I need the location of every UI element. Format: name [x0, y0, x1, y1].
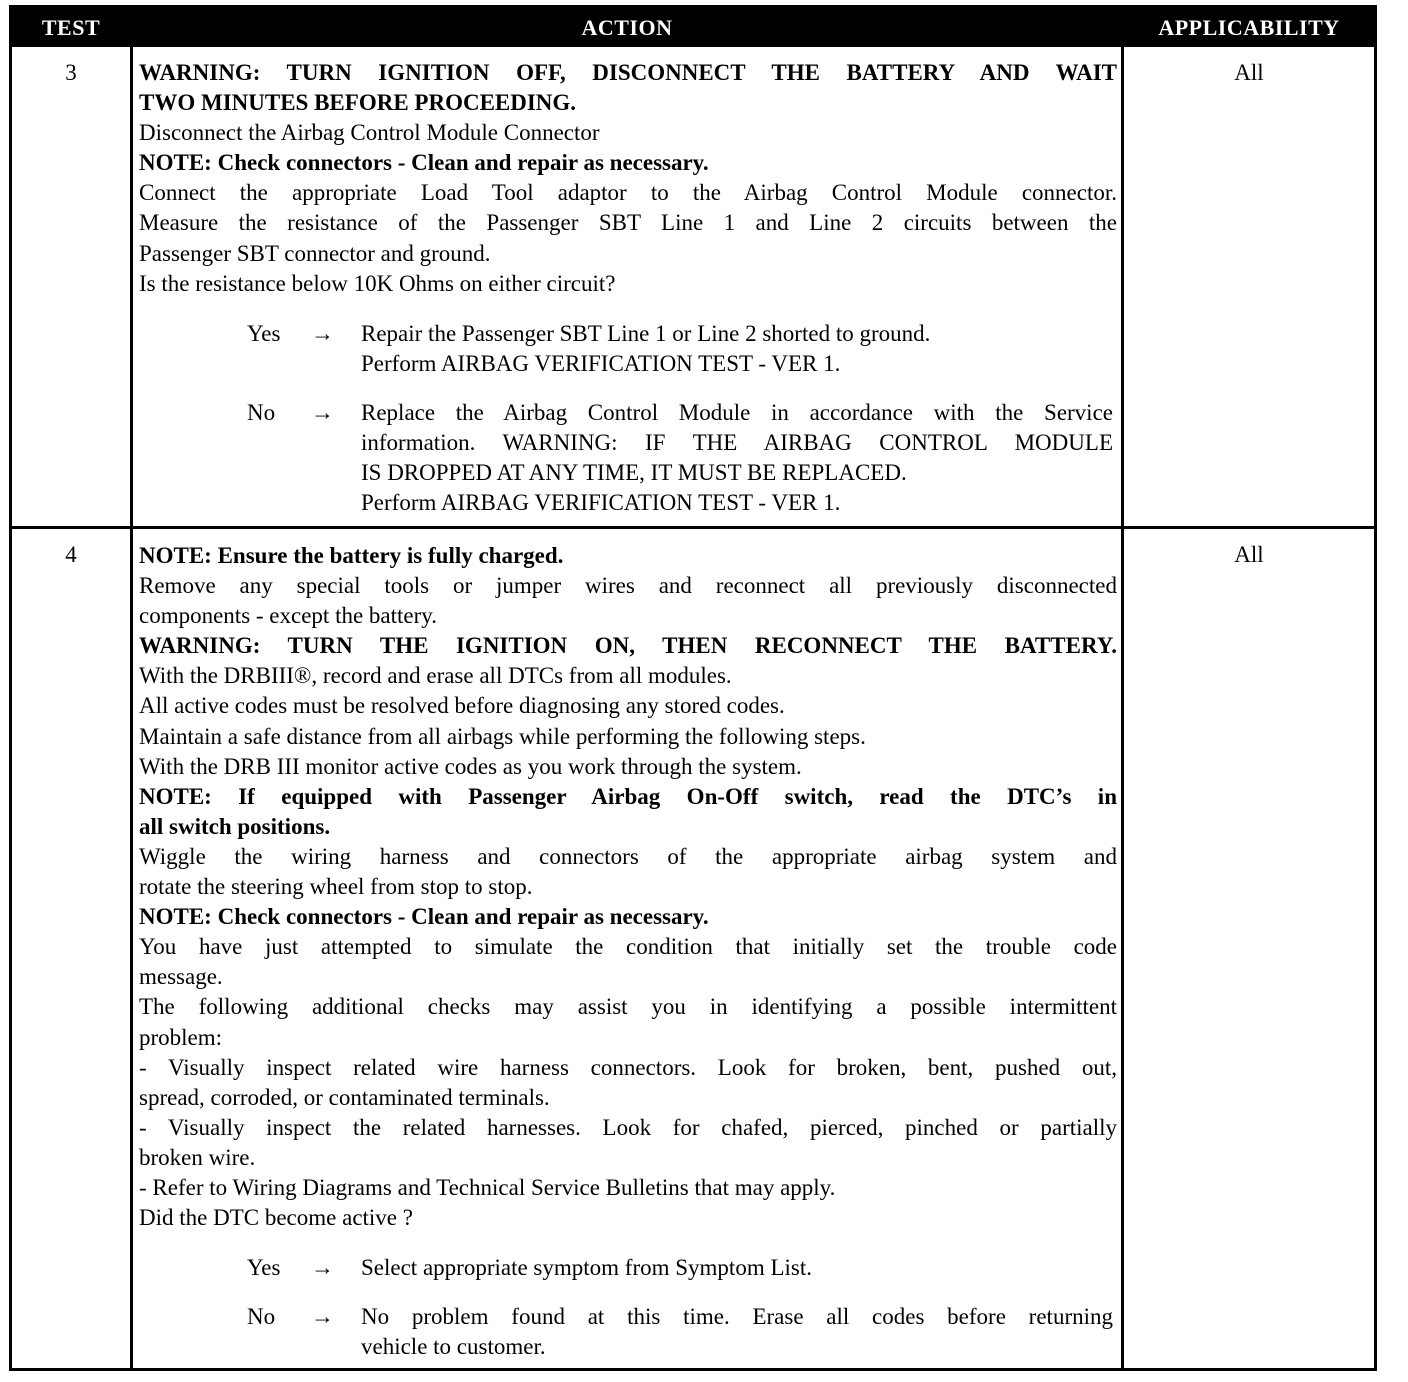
- header-test: TEST: [41, 15, 101, 40]
- response-yes: [247, 319, 1117, 381]
- response-text: [361, 398, 1113, 518]
- instruction-line: Remove any special tools or jumper wires and reconnect all previously disconnected: [139, 573, 1117, 599]
- note-text: NOTE: If equipped with Passenger Airbag On-Off switch, read the DTC’s in: [139, 783, 1117, 809]
- response-label: No: [247, 400, 276, 425]
- response-line: Select appropriate symptom from Symptom List.: [361, 1255, 812, 1280]
- instruction-line: Wiggle the wiring harness and connectors of the appropriate airbag system and: [139, 843, 1117, 869]
- instruction-line: With the DRB III monitor active codes as you work through the system.: [139, 753, 802, 779]
- response-yes: [247, 1253, 1117, 1285]
- instruction-line: - Visually inspect related wire harness connectors. Look for broken, bent, pushed out,: [139, 1054, 1117, 1080]
- header-applicability: APPLICABILITY: [1158, 15, 1340, 40]
- instruction-line: You have just attempted to simulate the condition that initially set the trouble code: [139, 934, 1117, 960]
- warning-text: TWO MINUTES BEFORE PROCEEDING.: [139, 90, 577, 116]
- note-text: NOTE: Check connectors - Clean and repair as necessary.: [139, 150, 709, 176]
- instruction-line: spread, corroded, or contaminated terminals.: [139, 1084, 550, 1110]
- column-divider: [1121, 47, 1124, 1368]
- instruction-line: problem:: [139, 1024, 223, 1050]
- note-text: all switch positions.: [139, 813, 331, 839]
- instruction-line: components - except the battery.: [139, 603, 438, 629]
- response-text: [361, 319, 1113, 379]
- instruction-line: message.: [139, 964, 223, 990]
- response-line: Replace the Airbag Control Module in accordance with the Service: [361, 400, 1113, 425]
- response-text: [361, 1253, 1113, 1283]
- instruction-line: Disconnect the Airbag Control Module Connector: [139, 120, 600, 146]
- action-text: [139, 541, 1117, 1233]
- instruction-line: With the DRBIII®, record and erase all DTCs from all modules.: [139, 663, 732, 689]
- applicability-value: All: [1234, 60, 1264, 85]
- instruction-line: All active codes must be resolved before diagnosing any stored codes.: [139, 693, 785, 719]
- response-line: vehicle to customer.: [361, 1334, 546, 1360]
- response-text: [361, 1302, 1113, 1362]
- instruction-line: Measure the resistance of the Passenger SBT Line 1 and Line 2 circuits between the: [139, 210, 1117, 236]
- instruction-line: Maintain a safe distance from all airbags while performing the following steps.: [139, 723, 866, 749]
- response-no: [247, 1302, 1117, 1364]
- note-text: NOTE: Check connectors - Clean and repair as necessary.: [139, 904, 709, 930]
- arrow-icon: →: [311, 321, 334, 346]
- response-line: Repair the Passenger SBT Line 1 or Line 2 shorted to ground.: [361, 321, 931, 346]
- question-text: Did the DTC become active ?: [139, 1205, 413, 1231]
- instruction-line: - Refer to Wiring Diagrams and Technical Service Bulletins that may apply.: [139, 1174, 836, 1200]
- column-divider: [130, 47, 133, 1368]
- response-line: Perform AIRBAG VERIFICATION TEST - VER 1.: [361, 351, 841, 377]
- arrow-icon: →: [311, 1304, 334, 1329]
- response-label: Yes: [247, 321, 281, 346]
- instruction-line: rotate the steering wheel from stop to stop.: [139, 874, 533, 900]
- warning-text: WARNING: TURN THE IGNITION ON, THEN RECONNECT THE BATTERY.: [139, 633, 1117, 659]
- note-text: NOTE: Ensure the battery is fully charged.: [139, 543, 564, 568]
- table-header: [12, 8, 1374, 47]
- instruction-line: - Visually inspect the related harnesses. Look for chafed, pierced, pinched or partially: [139, 1114, 1117, 1140]
- applicability-value: All: [1234, 542, 1264, 567]
- response-no: [247, 398, 1117, 520]
- instruction-line: Passenger SBT connector and ground.: [139, 240, 491, 266]
- question-text: Is the resistance below 10K Ohms on either circuit?: [139, 270, 616, 296]
- response-line: IS DROPPED AT ANY TIME, IT MUST BE REPLACED.: [361, 460, 907, 486]
- instruction-line: Connect the appropriate Load Tool adaptor to the Airbag Control Module connector.: [139, 180, 1117, 206]
- header-action: ACTION: [581, 15, 673, 40]
- response-label: No: [247, 1304, 276, 1329]
- arrow-icon: →: [311, 400, 334, 425]
- warning-text: WARNING: TURN IGNITION OFF, DISCONNECT THE BATTERY AND WAIT: [139, 60, 1117, 85]
- row-divider: [12, 526, 1374, 529]
- response-label: Yes: [247, 1255, 281, 1280]
- instruction-line: The following additional checks may assist you in identifying a possible intermittent: [139, 994, 1117, 1020]
- test-number: 4: [65, 542, 77, 567]
- arrow-icon: →: [311, 1255, 334, 1280]
- instruction-line: broken wire.: [139, 1144, 256, 1170]
- response-line: information. WARNING: IF THE AIRBAG CONTROL MODULE: [361, 430, 1113, 456]
- response-line: Perform AIRBAG VERIFICATION TEST - VER 1.: [361, 490, 841, 516]
- action-text: [139, 58, 1117, 299]
- diagnostic-table: [9, 5, 1377, 1371]
- test-number: 3: [65, 60, 77, 85]
- response-line: No problem found at this time. Erase all codes before returning: [361, 1304, 1113, 1329]
